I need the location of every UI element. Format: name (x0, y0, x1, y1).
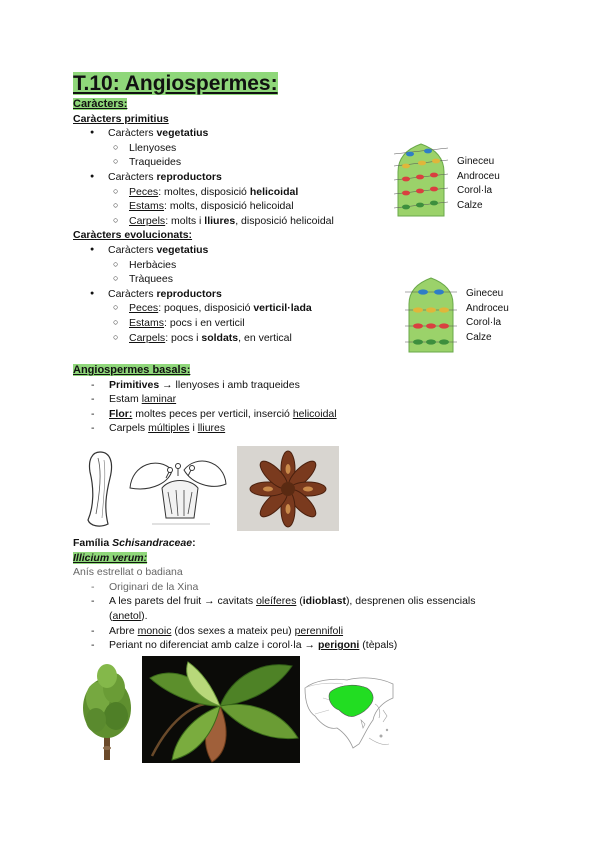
basals-section (73, 363, 513, 436)
calze-label: Calze (457, 199, 483, 211)
list-item: ● Caràcters reproductors (73, 287, 403, 302)
androceu-label: Androceu (457, 170, 500, 182)
calze-label: Calze (466, 331, 492, 343)
corolla-label: Corol·la (457, 185, 493, 196)
china-map (303, 658, 395, 755)
list-item: ○ Herbàcies (73, 258, 403, 273)
common-name: Anís estrellat o badiana (73, 566, 183, 579)
list-item: ○ Estams: pocs i en verticil (73, 316, 403, 331)
list-item: - Flor: moltes peces per verticil, inserció helicoidal (73, 407, 513, 422)
list-item: - Originari de la Xina (73, 580, 543, 595)
list-item: ○ Tràquees (73, 272, 403, 287)
list-item: ● Caràcters vegetatius (73, 126, 403, 141)
tree-illustration (76, 658, 138, 763)
diagram-2-labels (466, 287, 509, 345)
list-item: ○ Estams: molts, disposició helicoidal (73, 199, 403, 214)
leaves-photo (142, 656, 300, 763)
list-item: - Primitives → llenyoses i amb traqueides (73, 378, 513, 393)
list-item: - Carpels múltiples i lliures (73, 421, 513, 436)
laminar-stamen-illustration (80, 448, 120, 530)
familia-section (73, 536, 543, 653)
caracters-heading: Caràcters: (73, 98, 128, 110)
list-item: ● Caràcters vegetatius (73, 243, 403, 258)
list-item: ○ Peces: moltes, disposició helicoidal (73, 185, 403, 200)
diagram-1-labels (457, 155, 500, 213)
list-item: ○ Peces: poques, disposició verticil·lada (73, 301, 403, 316)
list-item: ○ Llenyoses (73, 141, 403, 156)
familia-list (73, 580, 543, 653)
primitius-heading: Caràcters primitius (73, 112, 169, 125)
flower-section-illustration (122, 448, 232, 530)
gineceu-label: Gineceu (457, 156, 495, 167)
list-item: - Estam laminar (73, 392, 513, 407)
androceu-label: Androceu (466, 302, 509, 314)
primitius-list (73, 126, 403, 228)
list-item: - Periant no diferenciat amb calze i corol·la → perigoni (tèpals) (73, 638, 543, 653)
list-item: ● Caràcters reproductors (73, 170, 403, 185)
list-item: ○ Traqueides (73, 155, 403, 170)
species-heading: Illicium verum: (73, 551, 148, 564)
basals-list (73, 378, 513, 436)
list-item: ○ Carpels: molts i lliures, disposició helicoidal (73, 214, 403, 229)
list-item: ○ Carpels: pocs i soldats, en vertical (73, 331, 403, 346)
familia-heading: Família Schisandraceae: (73, 537, 196, 549)
evolucionats-list (73, 243, 403, 345)
page-title: T.10: Angiospermes: (73, 72, 278, 95)
evolucionats-heading: Caràcters evolucionats: (73, 229, 193, 242)
list-item: - A les parets del fruit → cavitats oleíferes (idioblast), desprenen olis essencials (anetol). (73, 594, 543, 623)
corolla-label: Corol·la (466, 317, 502, 328)
verticillate-flower-diagram (405, 276, 457, 354)
basals-heading: Angiospermes basals: (73, 364, 191, 376)
gineceu-label: Gineceu (466, 288, 504, 299)
star-anise-photo (237, 446, 339, 531)
list-item: - Arbre monoic (dos sexes a mateix peu) perennifoli (73, 624, 543, 639)
helicoidal-flower-diagram (392, 140, 450, 218)
caracters-section (73, 97, 403, 345)
